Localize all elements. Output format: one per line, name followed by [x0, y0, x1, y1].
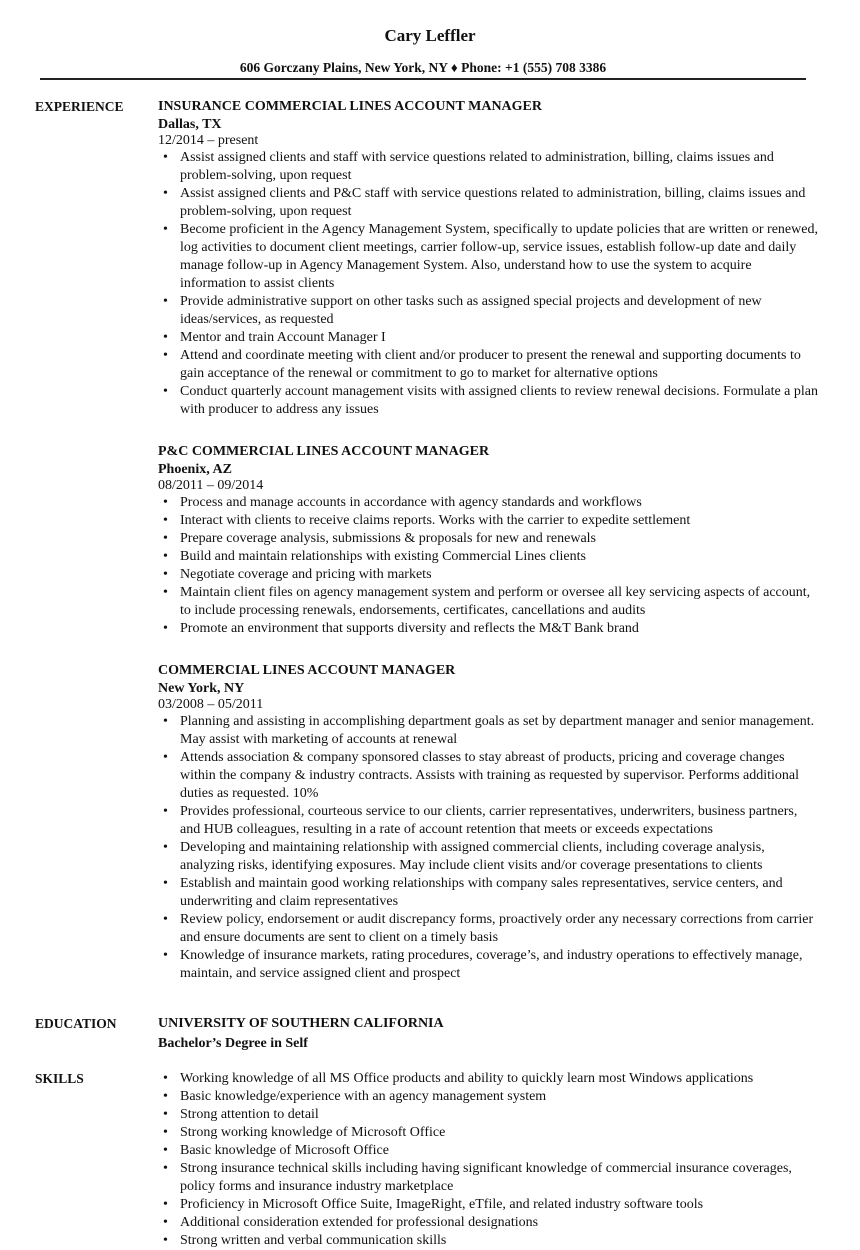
bullet-item: • Review policy, endorsement or audit discrepancy forms, proactively order any necessary corrections from carrier and ensure documents are sent to client on a timely basis [158, 911, 818, 947]
skills-label: SKILLS [35, 1071, 84, 1086]
job-title: INSURANCE COMMERCIAL LINES ACCOUNT MANAGER [158, 99, 543, 114]
job-title: P&C COMMERCIAL LINES ACCOUNT MANAGER [158, 444, 490, 459]
skill-item: • Proficiency in Microsoft Office Suite, ImageRight, eTfile, and related industry software tools [158, 1196, 818, 1214]
skill-item: • Additional consideration extended for professional designations [158, 1214, 818, 1232]
bullet-item: • Promote an environment that supports diversity and reflects the M&T Bank brand [158, 620, 818, 638]
experience-label: EXPERIENCE [35, 99, 124, 114]
bullet-item: • Provides professional, courteous service to our clients, carrier representatives, underwriters, business partners, and HUB colleagues, resulting in a rate of account retention that meets or exceeds expectations [158, 803, 818, 839]
job-entry [158, 443, 818, 638]
job-location: New York, NY [158, 681, 245, 696]
job-dates: 12/2014 – present [158, 133, 259, 148]
skill-item: • Basic knowledge/experience with an agency management system [158, 1088, 818, 1106]
education-label: EDUCATION [35, 1016, 117, 1031]
job-location: Phoenix, AZ [158, 462, 232, 477]
degree-name: Bachelor’s Degree in Self [158, 1036, 308, 1051]
skills-list [158, 1070, 818, 1250]
skill-item: • Basic knowledge of Microsoft Office [158, 1142, 818, 1160]
skill-item: • Strong working knowledge of Microsoft Office [158, 1124, 818, 1142]
bullet-item: • Prepare coverage analysis, submissions & proposals for new and renewals [158, 530, 818, 548]
job-title: COMMERCIAL LINES ACCOUNT MANAGER [158, 663, 456, 678]
skills-body [158, 1070, 818, 1250]
bullet-item: • Assist assigned clients and P&C staff with service questions related to administration, billing, claims issues and problem-solving, upon request [158, 185, 818, 221]
experience-list [158, 98, 818, 1007]
bullet-item: • Maintain client files on agency management system and perform or oversee all key servicing aspects of account, to include processing renewals, endorsements, certificates, cancellations and audits [158, 584, 818, 620]
bullet-item: • Developing and maintaining relationship with assigned commercial clients, including coverage analysis, analyzing risks, identifying exposures. May include client visits and/or coverage presentations to clients [158, 839, 818, 875]
skill-item: • Working knowledge of all MS Office products and ability to quickly learn most Windows applications [158, 1070, 818, 1088]
bullet-item: • Negotiate coverage and pricing with markets [158, 566, 818, 584]
job-location: Dallas, TX [158, 117, 222, 132]
bullet-item: • Provide administrative support on other tasks such as assigned special projects and development of new ideas/services, as requested [158, 293, 818, 329]
job-bullets [158, 149, 818, 419]
job-bullets [158, 713, 818, 983]
bullet-item: • Conduct quarterly account management visits with assigned clients to review renewal decisions. Formulate a plan with producer to address any issues [158, 383, 818, 419]
job-entry [158, 98, 818, 419]
bullet-item: • Mentor and train Account Manager I [158, 329, 818, 347]
bullet-item: • Become proficient in the Agency Management System, specifically to update policies that are written or renewed, log activities to document client meetings, carrier follow-up, service issues, establish follow-up date and daily manage follow-up in Agency Management System. Also, understand how to use the system to acquire information to assist clients [158, 221, 818, 293]
bullet-item: • Build and maintain relationships with existing Commercial Lines clients [158, 548, 818, 566]
job-dates: 03/2008 – 05/2011 [158, 697, 264, 712]
skill-item: • Strong written and verbal communication skills [158, 1232, 818, 1250]
bullet-item: • Knowledge of insurance markets, rating procedures, coverage’s, and industry operations to effectively manage, maintain, and service assigned client and prospect [158, 947, 818, 983]
bullet-item: • Establish and maintain good working relationships with company sales representatives, service centers, and underwriting and claim representatives [158, 875, 818, 911]
job-dates: 08/2011 – 09/2014 [158, 478, 264, 493]
header-divider [40, 78, 806, 80]
skill-item: • Strong insurance technical skills including having significant knowledge of commercial insurance coverages, policy forms and insurance industry marketplace [158, 1160, 818, 1196]
bullet-item: • Interact with clients to receive claims reports. Works with the carrier to expedite settlement [158, 512, 818, 530]
skill-item: • Strong attention to detail [158, 1106, 818, 1124]
school-name: UNIVERSITY OF SOUTHERN CALIFORNIA [158, 1016, 444, 1031]
bullet-item: • Planning and assisting in accomplishing department goals as set by department manager and senior management. May assist with marketing of accounts at renewal [158, 713, 818, 749]
bullet-item: • Assist assigned clients and staff with service questions related to administration, billing, claims issues and problem-solving, upon request [158, 149, 818, 185]
education-entry [158, 1015, 818, 1053]
job-entry [158, 662, 818, 983]
contact-line: 606 Gorczany Plains, New York, NY ♦ Phone: +1 (555) 708 3386 [239, 60, 607, 75]
bullet-item: • Process and manage accounts in accordance with agency standards and workflows [158, 494, 818, 512]
bullet-item: • Attends association & company sponsored classes to stay abreast of products, pricing and coverage changes within the company & industry contracts. Assists with training as requested by supervisor. Performs additional duties as requested. 10% [158, 749, 818, 803]
job-bullets [158, 494, 818, 638]
bullet-item: • Attend and coordinate meeting with client and/or producer to present the renewal and supporting documents to gain acceptance of the renewal or commitment to go to market for alternative options [158, 347, 818, 383]
resume-name: Cary Leffler [384, 26, 476, 45]
